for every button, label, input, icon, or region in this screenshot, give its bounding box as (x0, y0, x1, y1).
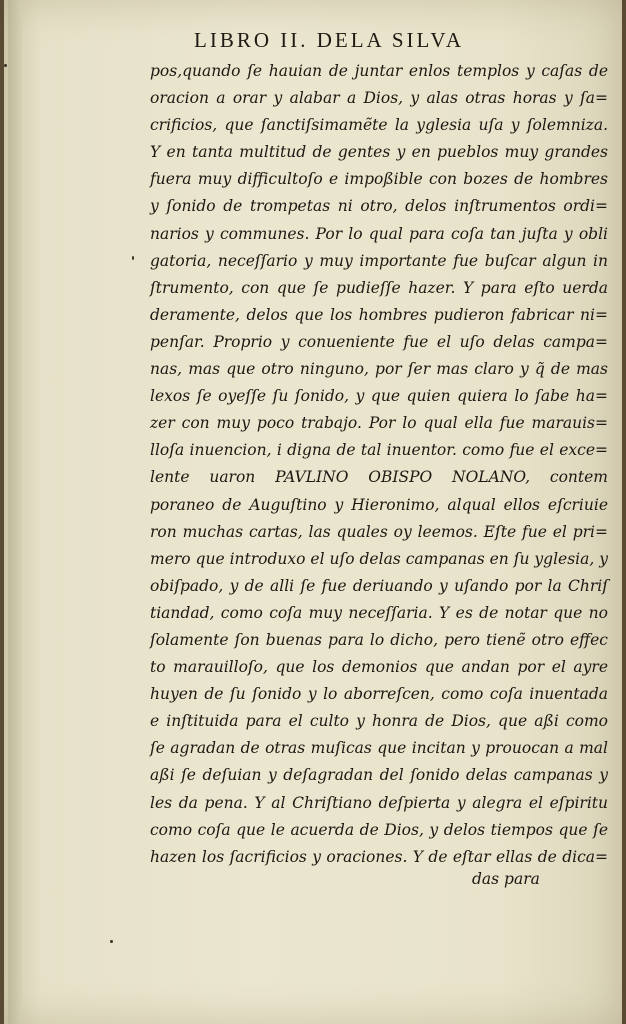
text-line: lexos ſe oyeſſe ſu ſonido, y que quien quiera lo ſabe ha= (150, 387, 608, 406)
ink-speck (4, 64, 7, 67)
text-line: oracion a orar y alabar a Dios, y alas otras horas y ſa= (150, 89, 608, 108)
text-line: lloſa inuencion, i digna de tal inuentor. como fue el exce= (150, 441, 608, 460)
page-gutter (8, 0, 22, 1024)
text-line: aßi ſe deſuian y deſagradan del ſonido delas campanas y (150, 766, 608, 785)
catchword: das para (472, 870, 540, 888)
text-line: obiſpado, y de alli ſe fue deriuando y uſando por la Chriſ (150, 576, 608, 595)
text-line: narios y communes. Por lo qual para coſa tan juſta y obli (150, 224, 608, 243)
text-line: como coſa que le acuerda de Dios, y delos tiempos que ſe (150, 820, 608, 839)
text-line: poraneo de Auguſtino y Hieronimo, alqual ellos eſcriuie (150, 495, 608, 514)
text-line: crificios, que ſanctiſsimamẽte la yglesia uſa y ſolemniza. (150, 116, 608, 135)
text-line: deramente, delos que los hombres pudieron fabricar ni= (150, 305, 608, 324)
text-line: ſolamente ſon buenas para lo dicho, pero tienẽ otro effec (150, 630, 608, 649)
text-line: lente uaron PAVLINO OBISPO NOLANO, contem (150, 468, 608, 487)
text-line: fuera muy difficultoſo e impoßible con bozes de hombres (150, 170, 608, 189)
text-line: nas, mas que otro ninguno, por ſer mas claro y q̃ de mas (150, 360, 608, 379)
text-block (150, 58, 608, 871)
ink-speck (132, 256, 134, 260)
text-line: hazen los ſacrificios y oraciones. Y de eſtar ellas de dica= (150, 847, 608, 866)
text-line: les da pena. Y al Chriſtiano deſpierta y alegra el eſpiritu (150, 793, 608, 812)
text-line: mero que introduxo el uſo delas campanas en ſu yglesia, y (150, 549, 608, 568)
ink-speck (110, 940, 113, 943)
text-line: penſar. Proprio y conueniente fue el uſo delas campa= (150, 332, 608, 351)
text-line: Y en tanta multitud de gentes y en pueblos muy grandes (150, 143, 608, 162)
text-line: huyen de ſu ſonido y lo aborreſcen, como coſa inuentada (150, 685, 608, 704)
text-line: pos,quando ſe hauian de juntar enlos templos y caſas de (150, 62, 608, 80)
text-line: tiandad, como coſa muy neceſſaria. Y es de notar que no (150, 603, 608, 622)
text-line: gatoria, neceſſario y muy importante fue buſcar algun in (150, 251, 608, 270)
text-line: y ſonido de trompetas ni otro, delos inſtrumentos ordi= (150, 197, 608, 216)
text-line: ſtrumento, con que ſe pudieſſe hazer. Y para eſto uerda (150, 278, 608, 297)
text-line: e inſtituida para el culto y honra de Dios, que aßi como (150, 712, 608, 731)
running-head: LIBRO II. DELA SILVA (194, 28, 465, 52)
book-page (4, 0, 622, 1024)
text-line: ſe agradan de otras muſicas que incitan y prouocan a mal (150, 739, 608, 758)
text-line: to marauilloſo, que los demonios que andan por el ayre (150, 658, 608, 677)
text-line: zer con muy poco trabajo. Por lo qual ella fue marauis= (150, 414, 608, 433)
text-line: ron muchas cartas, las quales oy leemos. Eſte fue el pri= (150, 522, 608, 541)
